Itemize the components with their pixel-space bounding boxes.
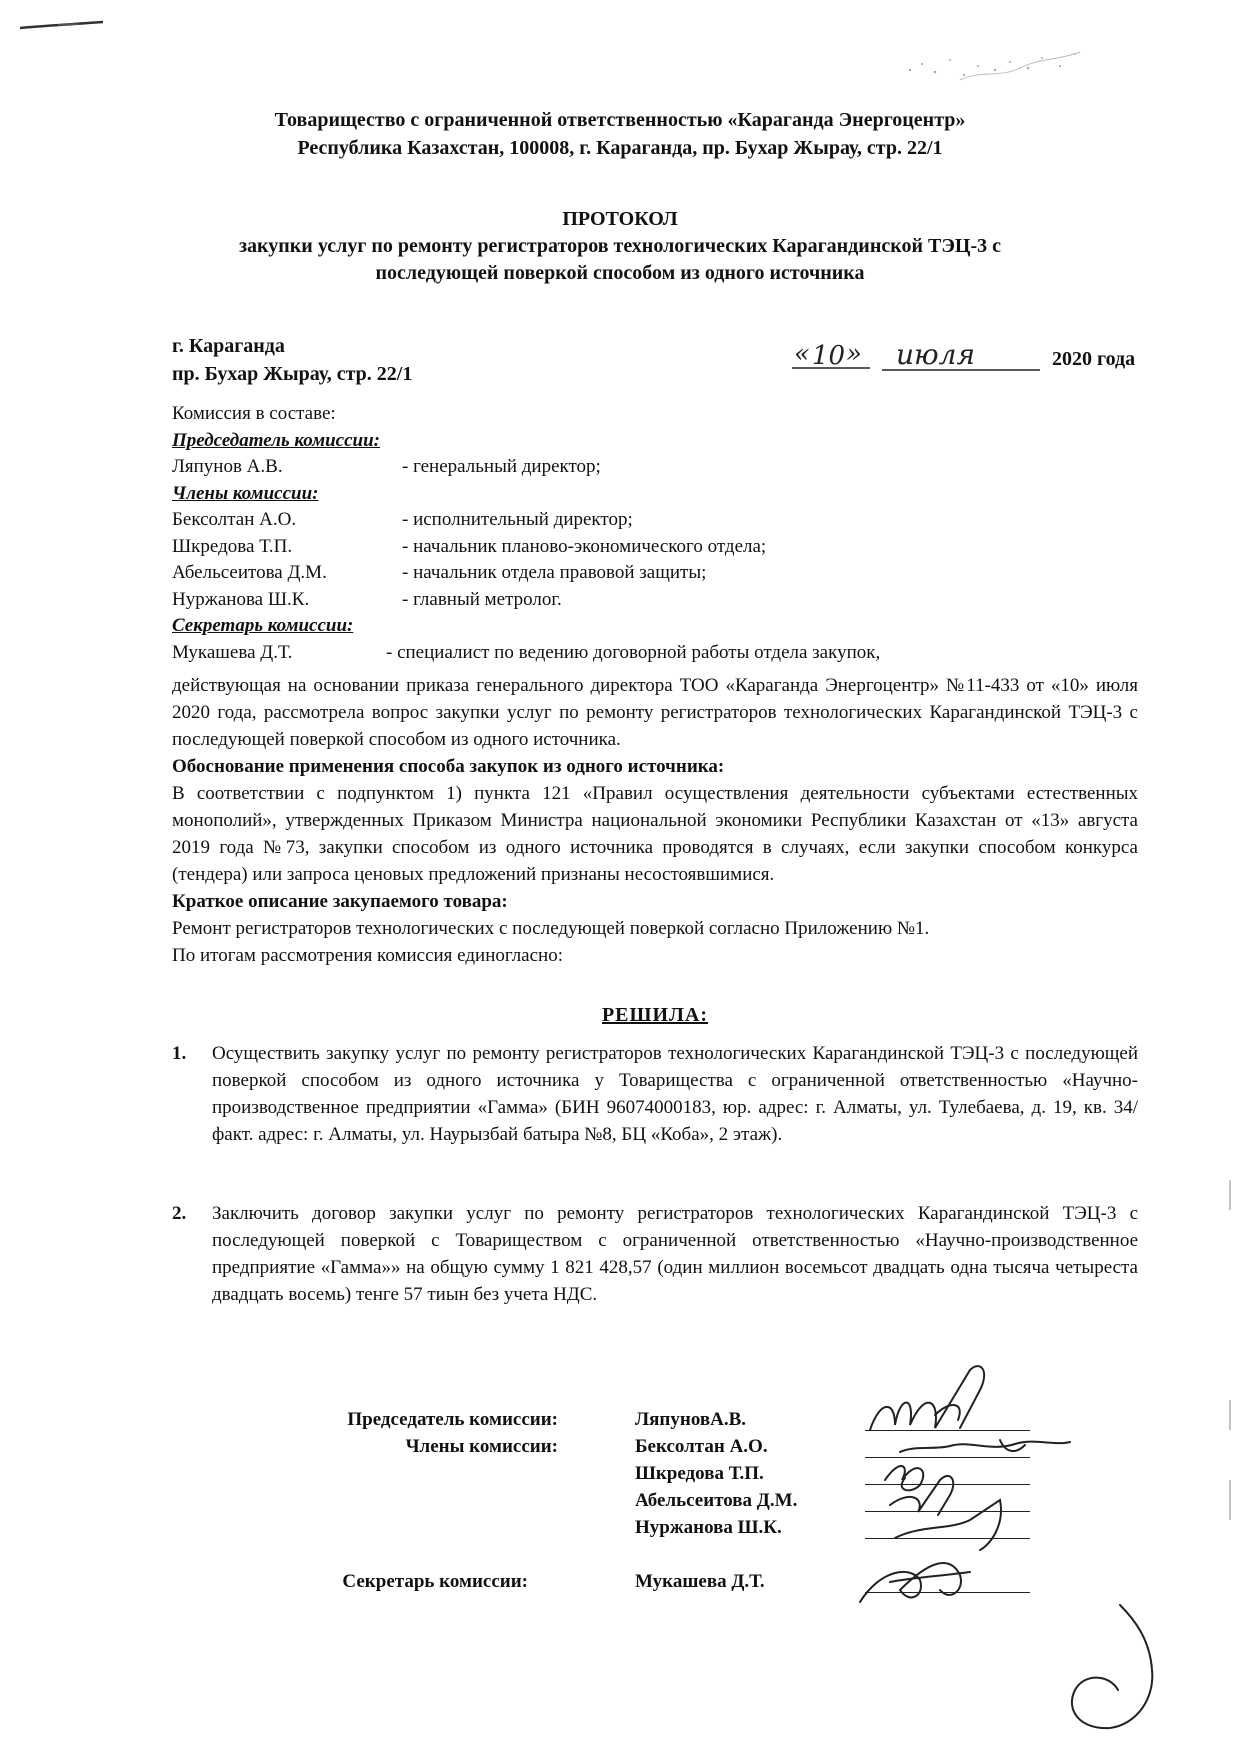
member-name: Шкредова Т.П. [172, 535, 293, 557]
member-position: - главный метролог. [402, 588, 562, 610]
acting-paragraph: действующая на основании приказа генерального директора ТОО «Караганда Энергоцентр» №11-433 от «10» июля 2020 года, рассмотрела вопрос закупки услуг по ремонту регистраторов технологических Карагандинской ТЭЦ-3 с последующей поверкой способом из одного источника. [172, 675, 1138, 750]
commission-composition [172, 401, 1072, 666]
protocol-heading: ПРОТОКОЛ [562, 208, 678, 230]
decision-number: 2. [172, 1203, 187, 1224]
commission-intro: Комиссия в составе: [172, 403, 336, 424]
signatory-name: Нуржанова Ш.К. [635, 1517, 782, 1538]
date-year: 2020 года [1052, 348, 1136, 370]
decision-text: Осуществить закупку услуг по ремонту регистраторов технологических Карагандинской ТЭЦ-3 с последующей поверкой способом из одного источника у Товарищества с ограниченной ответственностью «Научно-производственное предприятии «Гамма» (БИН 96074000183, юр. адрес: г. Алматы, ул. Тулебаева, д. 19, кв. 34/факт. адрес: г. Алматы, ул. Наурызбай батыра №8, БЦ «Коба», 2 этаж). [212, 1043, 1138, 1145]
address: пр. Бухар Жырау, стр. 22/1 [172, 363, 413, 385]
svg-text:»: » [846, 339, 862, 369]
justification-heading: Обоснование применения способа закупок из одного источника: [172, 756, 725, 777]
members-heading: Члены комиссии: [172, 482, 319, 504]
handwritten-date-glyphs [790, 338, 1050, 378]
resolved-heading: РЕШИЛА: [601, 1004, 709, 1026]
member-position: - исполнительный директор; [402, 509, 633, 530]
member-position: - начальник отдела правовой защиты; [402, 562, 707, 583]
protocol-subject-line-2: последующей поверкой способом из одного источника [375, 262, 865, 284]
signatory-name: ЛяпуновА.В. [635, 1409, 747, 1430]
corner-scribble [1040, 1600, 1190, 1740]
organization-address: Республика Казахстан, 100008, г. Караганда, пр. Бухар Жырау, стр. 22/1 [297, 137, 943, 159]
chair-position: - генеральный директор; [402, 456, 601, 477]
organization-name: Товарищество с ограниченной ответственностью «Караганда Энергоцентр» [274, 109, 966, 131]
date-month: июля [896, 338, 976, 371]
decision-text: Заключить договор закупки услуг по ремонту регистраторов технологических Карагандинской ТЭЦ-3 с последующей поверкой с Товариществом с ограниченной ответственностью «Научно-производственное предприятие «Гамма»» на общую сумму 1 821 428,57 (один миллион восемьсот двадцать одна тысяча четыреста двадцать восемь) тенге 57 тиын без учета НДС. [212, 1203, 1138, 1305]
members-signature-label: Члены комиссии: [405, 1436, 558, 1457]
document-title [170, 206, 1070, 287]
chair-row [172, 454, 1072, 481]
scan-mark-top-left [18, 16, 108, 34]
chair-name: Ляпунов А.В. [172, 456, 283, 477]
organization-header [170, 106, 1070, 162]
place-block [172, 332, 412, 388]
secretary-name: Мукашева Д.Т. [172, 641, 293, 663]
decision-item-1 [172, 1040, 1138, 1148]
member-name: Абельсеитова Д.М. [172, 562, 327, 583]
signatory-name: Мукашева Д.Т. [635, 1571, 765, 1592]
protocol-body [172, 672, 1138, 969]
chair-heading: Председатель комиссии: [172, 429, 380, 451]
secretary-position: - специалист по ведению договорной работы отдела закупок, [386, 641, 881, 663]
signatory-name: Шкредова Т.П. [635, 1463, 764, 1484]
justification-text: В соответствии с подпунктом 1) пункта 121 «Правил осуществления деятельности субъектами естественных монополий», утвержденных Приказом Министра национальной экономики Республики Казахстан от «13» августа 2019 года №73, закупки способом из одного источника проводятся в случаях, если закупки способом конкурса (тендера) или запроса ценовых предложений признаны несостоявшимися. [172, 783, 1138, 885]
member-row [172, 560, 1072, 587]
description-heading: Краткое описание закупаемого товара: [172, 891, 508, 912]
handwritten-signatures [840, 1340, 1080, 1610]
svg-text:«: « [794, 339, 810, 369]
member-row [172, 534, 1072, 561]
member-name: Нуржанова Ш.К. [172, 588, 310, 610]
decision-number: 1. [172, 1043, 187, 1064]
signatory-name: Абельсеитова Д.М. [635, 1490, 798, 1511]
member-name: Бексолтан А.О. [172, 509, 297, 530]
date-day: 10 [812, 341, 846, 371]
member-row [172, 587, 1072, 614]
member-position: - начальник планово-экономического отдела; [402, 535, 767, 557]
scan-noise-top-right [900, 40, 1100, 100]
description-text: Ремонт регистраторов технологических с последующей поверкой согласно Приложению №1. [172, 918, 930, 939]
protocol-subject-line-1: закупки услуг по ремонту регистраторов технологических Карагандинской ТЭЦ-3 с [238, 235, 1002, 257]
city: г. Караганда [172, 335, 285, 357]
secretary-signature-label: Секретарь комиссии: [342, 1571, 528, 1592]
secretary-heading: Секретарь комиссии: [172, 615, 354, 636]
secretary-row [172, 640, 1072, 667]
decision-item-2 [172, 1200, 1138, 1308]
signatory-name: Бексолтан А.О. [635, 1436, 768, 1457]
member-row [172, 507, 1072, 534]
scan-edge-marks [1225, 1180, 1235, 1580]
result-intro: По итогам рассмотрения комиссия единогласно: [172, 945, 563, 966]
chair-signature-label: Председатель комиссии: [347, 1409, 558, 1430]
